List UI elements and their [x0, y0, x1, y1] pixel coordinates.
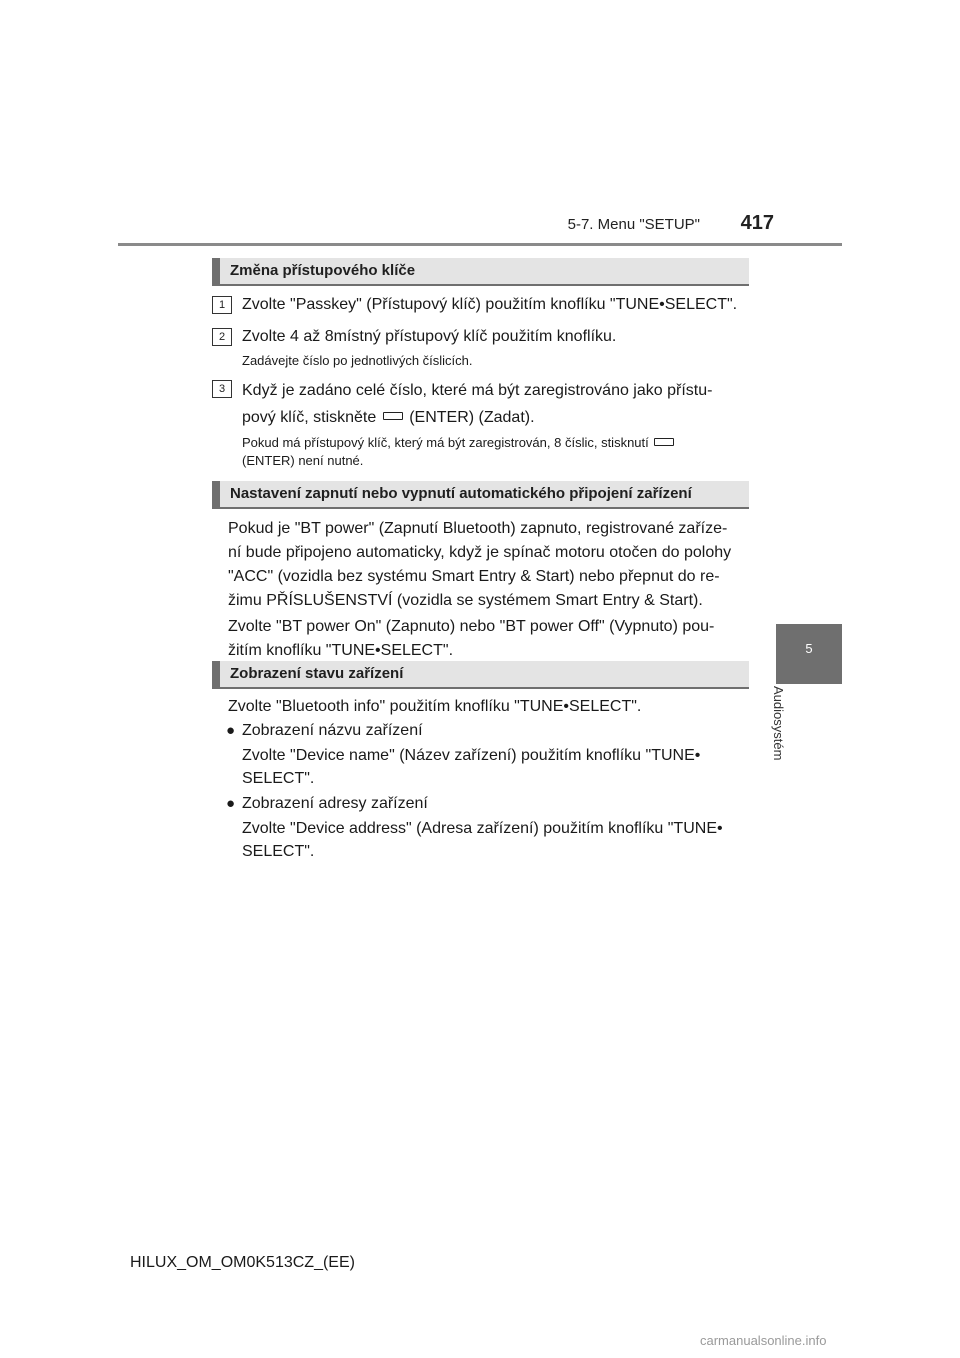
header-section-title: 5-7. Menu "SETUP" [567, 216, 700, 233]
chapter-number: 5 [805, 641, 813, 656]
watermark: carmanualsonline.info [700, 1333, 827, 1348]
step-3-text-line2 [242, 405, 535, 431]
device-address-label: Zobrazení adresy zařízení [242, 795, 428, 812]
enter-button-icon [383, 412, 403, 420]
step-3-note-a: Pokud má přístupový klíč, který má být zaregistrován, 8 číslic, stisknutí [242, 435, 649, 450]
auto-connect-para2-line2: žitím knoflíku "TUNE•SELECT". [228, 642, 454, 659]
step-3-text-a: pový klíč, stiskněte [242, 409, 377, 426]
section-title: Zobrazení stavu zařízení [230, 665, 404, 682]
section-heading-auto-connect [212, 481, 749, 509]
auto-connect-para1-line1: Pokud je "BT power" (Zapnutí Bluetooth) zapnuto, registrované zaříze- [228, 520, 728, 537]
step-number-2: 2 [212, 328, 232, 346]
step-number-3: 3 [212, 380, 232, 398]
step-3-note-line2: (ENTER) není nutné. [242, 453, 364, 468]
device-name-line2: SELECT". [242, 770, 315, 787]
device-address-line2: SELECT". [242, 843, 315, 860]
step-3-text-line1: Když je zadáno celé číslo, které má být zaregistrováno jako přístu- [242, 382, 713, 399]
device-status-intro: Zvolte "Bluetooth info" použitím knoflíku "TUNE•SELECT". [228, 698, 642, 715]
device-name-label: Zobrazení názvu zařízení [242, 722, 423, 739]
device-name-line1: Zvolte "Device name" (Název zařízení) použitím knoflíku "TUNE• [242, 747, 701, 764]
auto-connect-para2-line1: Zvolte "BT power On" (Zapnuto) nebo "BT power Off" (Vypnuto) pou- [228, 618, 715, 635]
bullet-icon: ● [226, 795, 236, 812]
section-title: Nastavení zapnutí nebo vypnutí automatického připojení zařízení [230, 485, 692, 502]
auto-connect-para1-line2: ní bude připojeno automaticky, když je spínač motoru otočen do polohy [228, 544, 732, 561]
step-2-text: Zvolte 4 až 8místný přístupový klíč použitím knoflíku. [242, 328, 617, 345]
section-heading-passkey [212, 258, 749, 286]
page-number: 417 [740, 212, 774, 234]
enter-button-icon [654, 438, 674, 446]
device-address-line1: Zvolte "Device address" (Adresa zařízení) použitím knoflíku "TUNE• [242, 820, 723, 837]
bullet-icon: ● [226, 722, 236, 739]
step-1-text: Zvolte "Passkey" (Přístupový klíč) použitím knoflíku "TUNE•SELECT". [242, 296, 738, 313]
section-heading-device-status [212, 661, 749, 689]
chapter-label [771, 686, 804, 786]
step-3-text-b: (ENTER) (Zadat). [409, 409, 535, 426]
auto-connect-para1-line4: žimu PŘÍSLUŠENSTVÍ (vozidla se systémem Smart Entry & Start). [228, 592, 703, 609]
step-3-note-line1 [242, 434, 676, 452]
step-number-1: 1 [212, 296, 232, 314]
section-title: Změna přístupového klíče [230, 262, 416, 279]
auto-connect-para1-line3: "ACC" (vozidla bez systému Smart Entry & Start) nebo přepnut do re- [228, 568, 720, 585]
footer-doc-code: HILUX_OM_OM0K513CZ_(EE) [130, 1254, 355, 1271]
chapter-label-text: Audiosystém [771, 686, 786, 761]
header-divider [118, 243, 842, 246]
step-2-note: Zadávejte číslo po jednotlivých číslicích. [242, 353, 473, 368]
